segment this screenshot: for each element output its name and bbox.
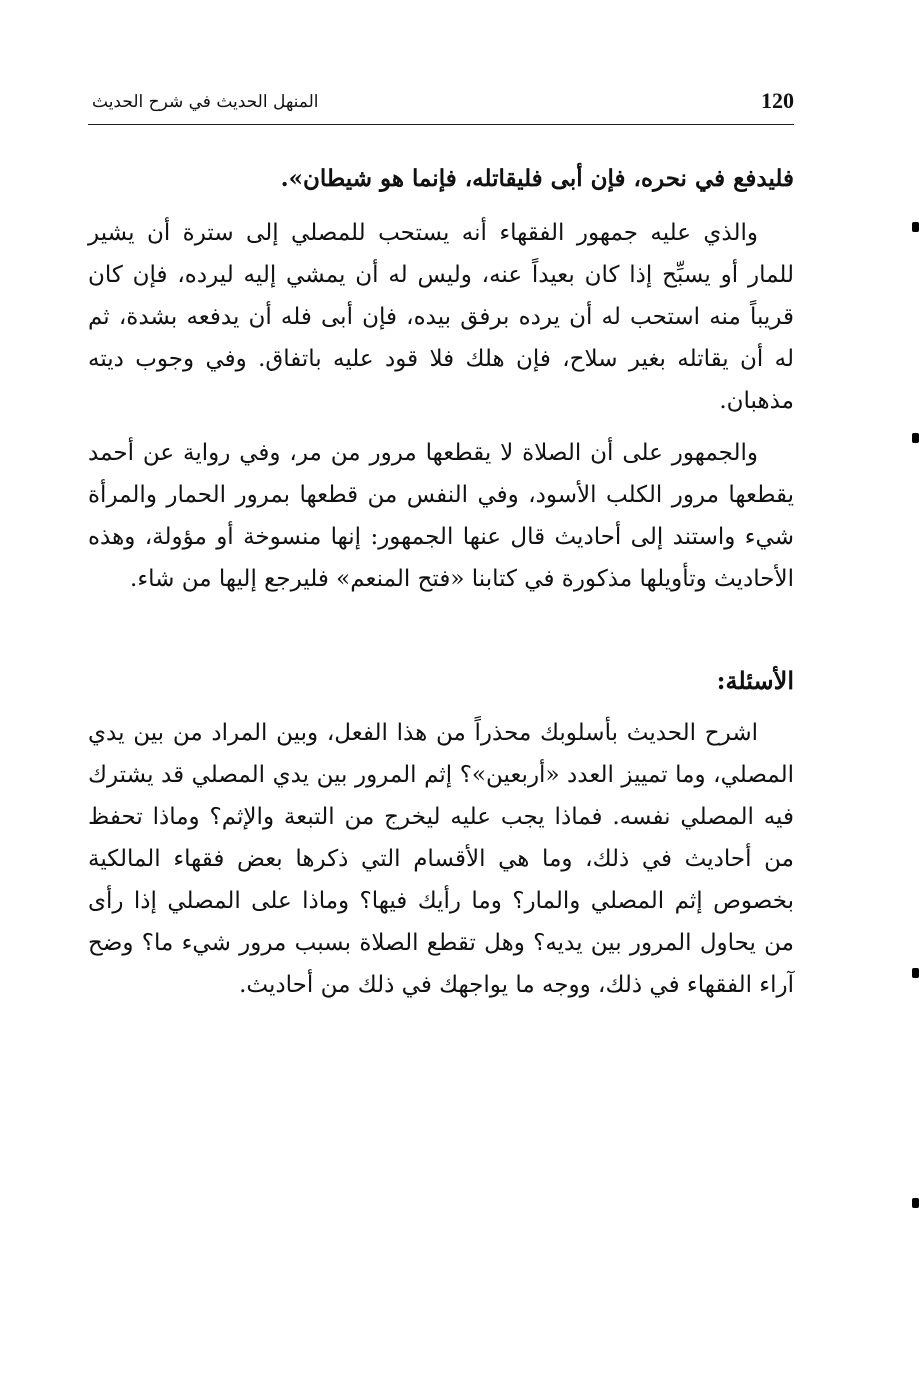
running-title: المنهل الحديث في شرح الحديث xyxy=(92,92,319,112)
paragraph-text: والذي عليه جمهور الفقهاء أنه يستحب للمصلي إلى سترة أن يشير للمار أو يسبِّح إذا كان بعيداً عنه، وليس له أن يمشي إليه ليرده، فإن كان قريباً منه استحب له أن يرده برفق بيده، فإن أبى فله أن يدفعه بشدة، ثم له أن يقاتله بغير سلاح، فإن هلك فلا قود عليه باتفاق. وفي وجوب ديته مذهبان. xyxy=(88,220,794,414)
binding-mark xyxy=(912,433,919,443)
paragraph-questions xyxy=(88,712,794,1006)
page-header xyxy=(88,80,794,125)
paragraph-text: اشرح الحديث بأسلوبك محذراً من هذا الفعل، وبين المراد من بين يدي المصلي، وما تمييز العدد «أربعين»؟ إثم المرور بين يدي المصلي قد يشترك فيه المصلي نفسه. فماذا يجب عليه ليخرج من التبعة والإثم؟ وماذا تحفظ من أحاديث في ذلك، وما هي الأقسام التي ذكرها بعض فقهاء المالكية بخصوص إثم المصلي والمار؟ وما رأيك فيها؟ وماذا على المصلي إذا رأى من يحاول المرور بين يديه؟ وهل تقطع الصلاة بسبب مرور شيء ما؟ وضح آراء الفقهاء في ذلك، ووجه ما يواجهك في ذلك من أحاديث. xyxy=(88,720,794,998)
binding-mark xyxy=(912,968,919,978)
hadith-closing-line: فليدفع في نحره، فإن أبى فليقاتله، فإنما هو شيطان». xyxy=(280,165,794,192)
paragraph-majority-view xyxy=(88,432,794,600)
paragraph-jurists-view xyxy=(88,212,794,422)
page-number: 120 xyxy=(761,88,794,113)
questions-heading: الأسئلة: xyxy=(716,666,794,695)
paragraph-text: والجمهور على أن الصلاة لا يقطعها مرور من مر، وفي رواية عن أحمد يقطعها مرور الكلب الأسود، وفي النفس من قطعها بمرور الحمار والمرأة شيء واستند إلى أحاديث قال عنها الجمهور: إنها منسوخة أو مؤولة، وهذه الأحاديث وتأويلها مذكورة في كتابنا «فتح المنعم» فليرجع إليها من شاء. xyxy=(88,440,794,592)
binding-mark xyxy=(912,222,919,232)
binding-mark xyxy=(912,1198,919,1208)
